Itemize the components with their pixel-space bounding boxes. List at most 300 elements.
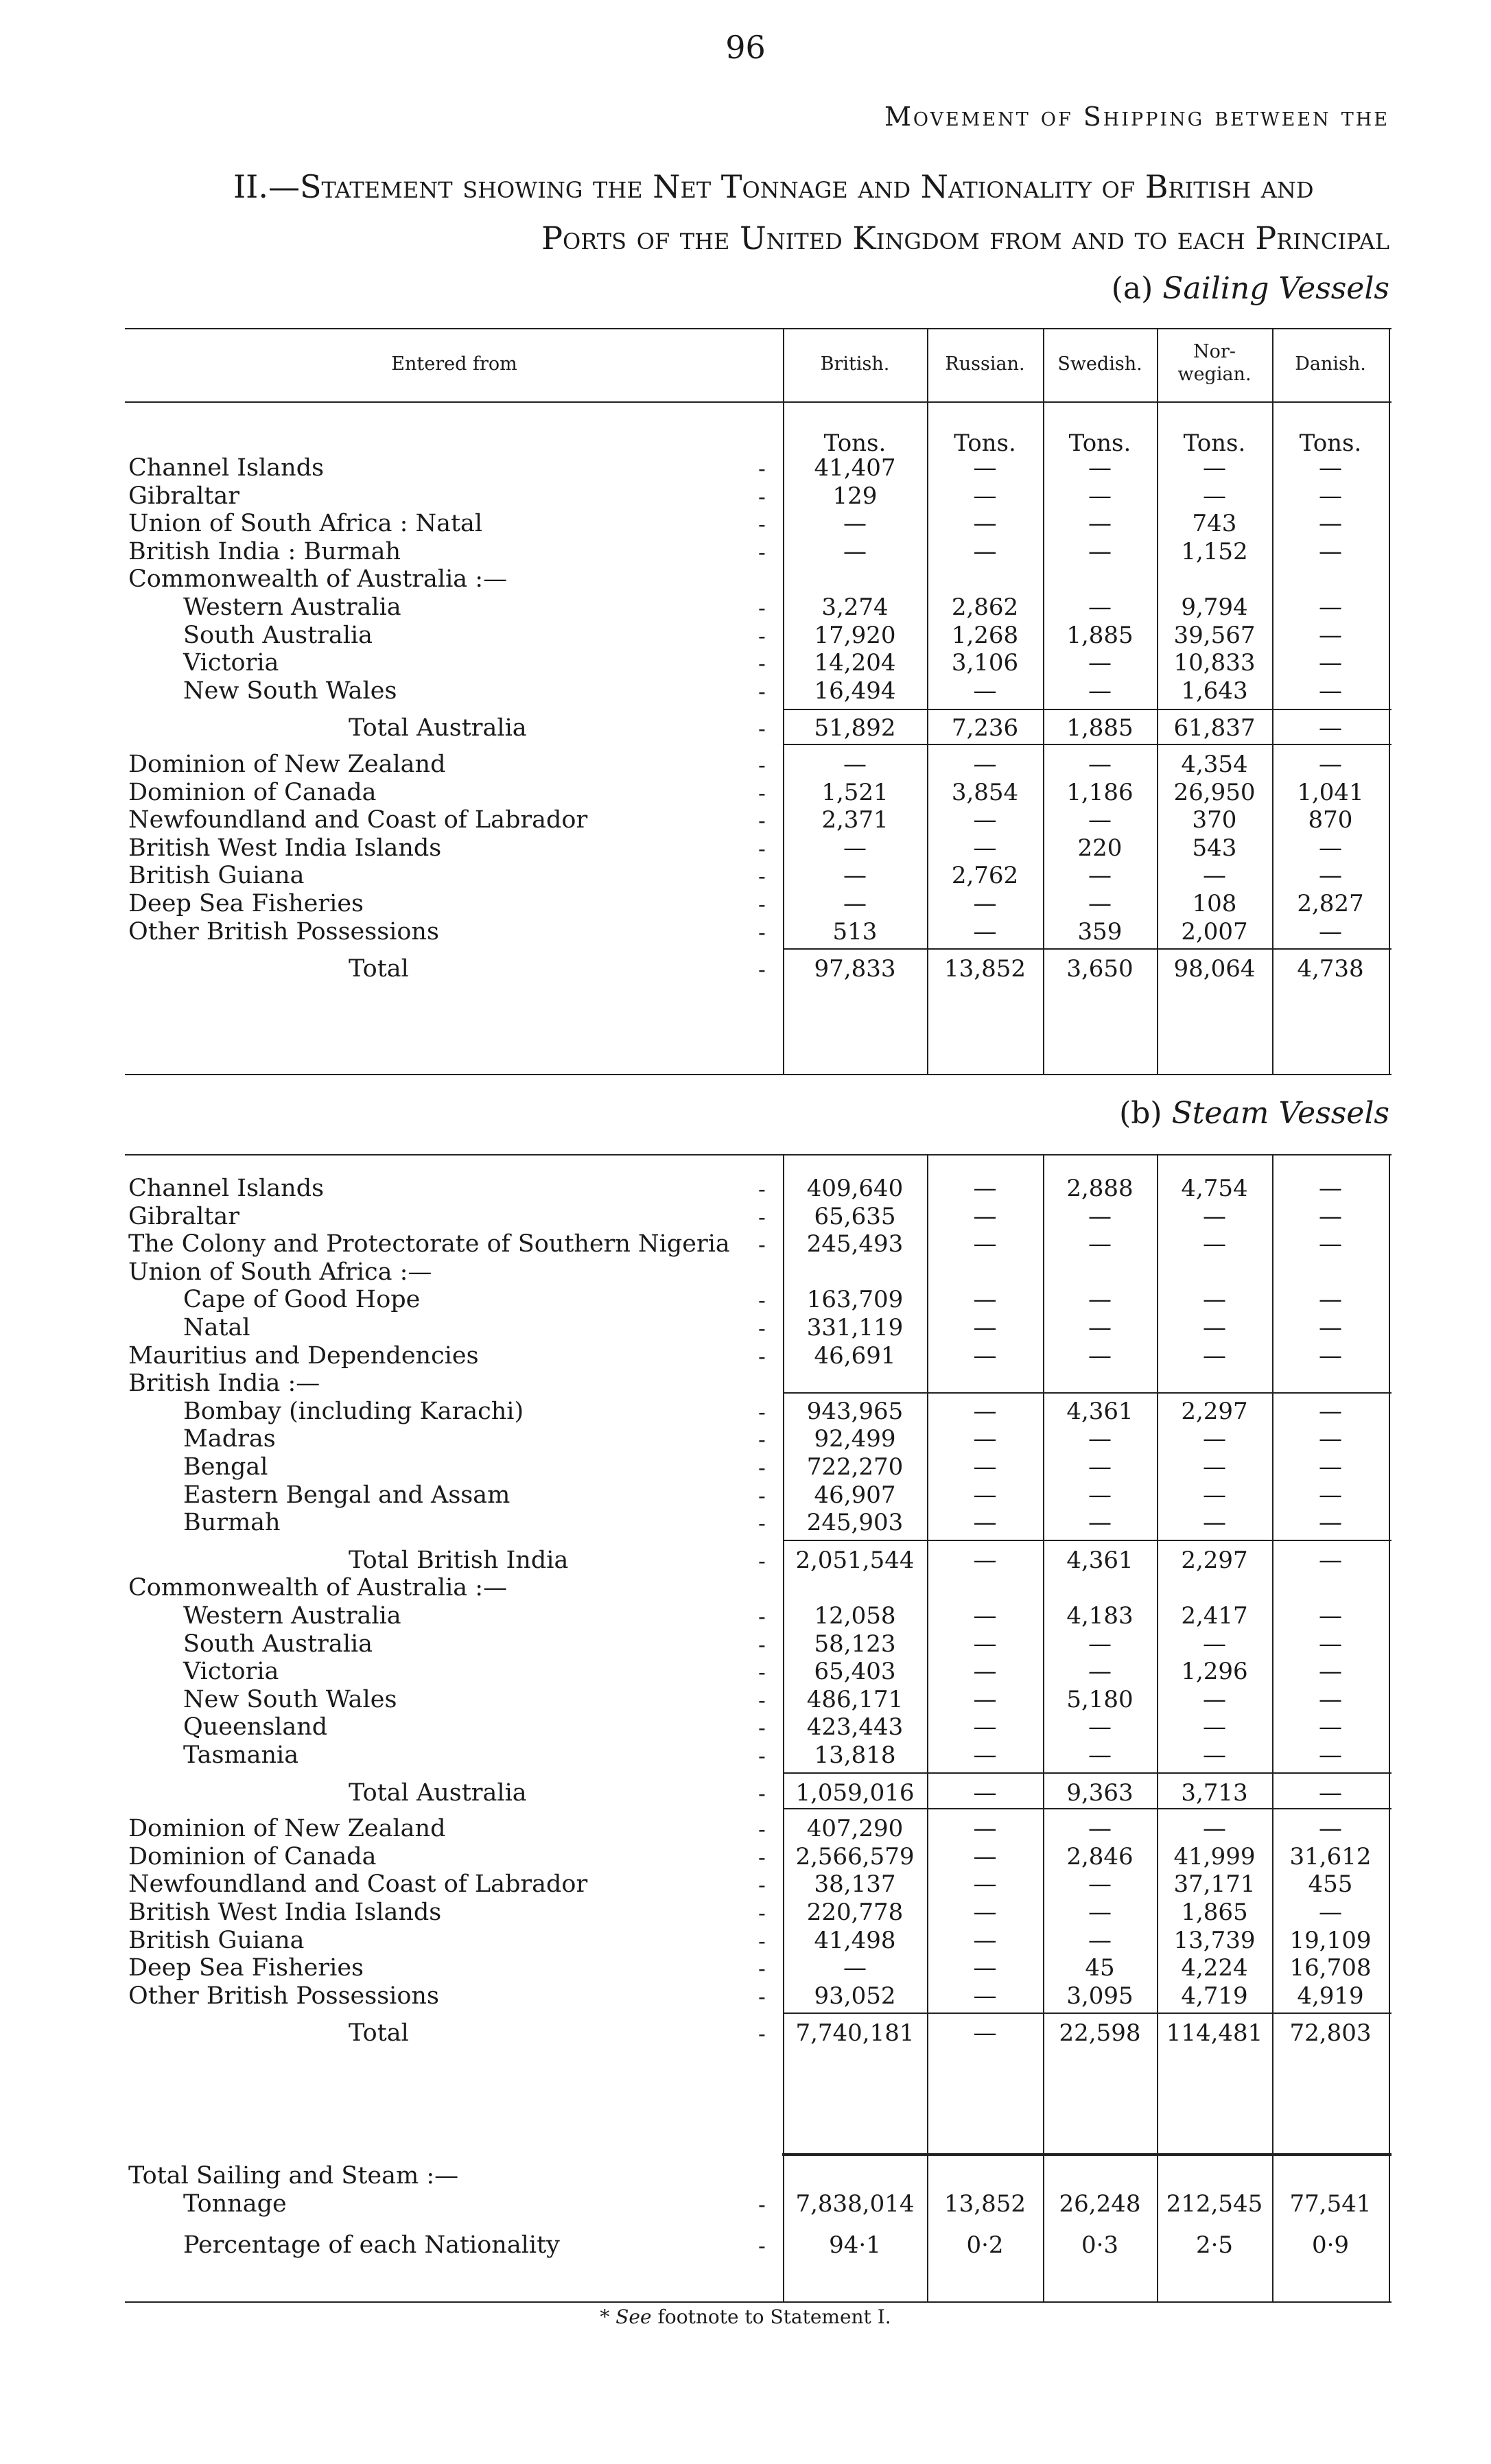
leader-dash: - — [758, 650, 766, 677]
leader-dash: - — [758, 1510, 766, 1537]
table-cell: 12,058 — [814, 1602, 896, 1630]
leader-dash: - — [758, 1204, 766, 1230]
table-cell: 4,354 — [1181, 751, 1248, 778]
table-cell: — — [973, 1899, 997, 1926]
table-cell: — — [973, 806, 997, 834]
table-cell: — — [1203, 1685, 1226, 1713]
table-cell: 31,612 — [1289, 1842, 1372, 1870]
row-label: Deep Sea Fisheries — [128, 890, 364, 917]
table-cell: — — [973, 1202, 997, 1230]
leader-dash: - — [758, 1956, 766, 1982]
row-label: Commonwealth of Australia :— — [128, 1574, 508, 1602]
table-cell: 5,180 — [1066, 1685, 1134, 1713]
table-cell: — — [973, 1926, 997, 1954]
row-label: Victoria — [183, 1658, 279, 1686]
table-cell: 4,919 — [1297, 1982, 1364, 2010]
subtotal-rule — [783, 744, 1392, 745]
table-cell: 37,171 — [1173, 1870, 1256, 1899]
section-b-title — [1119, 1096, 1389, 1131]
leader-dash: - — [758, 1315, 766, 1341]
table-cell: 1,296 — [1181, 1658, 1248, 1686]
row-label: Dominion of New Zealand — [128, 1815, 446, 1843]
column-rule — [783, 1154, 784, 2153]
table-cell: — — [843, 751, 867, 778]
column-rule — [1389, 2155, 1390, 2301]
column-rule — [1272, 2155, 1273, 2301]
table-cell: 212,545 — [1166, 2190, 1263, 2218]
table-cell: 7,236 — [951, 714, 1019, 742]
table-cell: — — [1088, 510, 1112, 538]
table-cell: 4,224 — [1181, 1954, 1248, 1982]
table-cell: — — [1203, 1509, 1226, 1537]
tons-unit: Tons. — [1183, 430, 1246, 457]
table-cell: 4,361 — [1066, 1546, 1134, 1574]
table-cell: — — [973, 1425, 997, 1453]
column-rule — [783, 401, 784, 1074]
leader-dash: - — [758, 511, 766, 538]
table-cell: — — [973, 537, 997, 565]
table-cell: 46,691 — [814, 1341, 896, 1370]
table-cell: 10,833 — [1173, 649, 1256, 677]
leader-dash: - — [758, 1232, 766, 1258]
rule-end-sailing — [125, 1074, 1392, 1075]
leader-dash: - — [758, 1176, 766, 1202]
table-cell: 370 — [1192, 806, 1237, 834]
table-cell: — — [973, 1779, 997, 1807]
table-cell: 3,854 — [951, 778, 1019, 806]
row-label: Tonnage — [183, 2190, 287, 2218]
table-cell: 2,051,544 — [795, 1546, 915, 1574]
row-label: Eastern Bengal and Assam — [183, 1481, 510, 1509]
table-cell: — — [1088, 594, 1112, 621]
table-cell: 9,794 — [1181, 594, 1248, 621]
section-a-marker: (a) — [1111, 271, 1153, 306]
table-cell: — — [1088, 890, 1112, 917]
tons-unit: Tons. — [1068, 430, 1131, 457]
table-cell: — — [1088, 537, 1112, 565]
leader-dash: - — [758, 1287, 766, 1314]
table-cell: — — [843, 834, 867, 862]
leader-dash: - — [758, 752, 766, 778]
row-label: South Australia — [183, 621, 373, 649]
table-cell: 0·2 — [966, 2231, 1004, 2260]
table-cell: — — [1088, 862, 1112, 890]
row-label: Other British Possessions — [128, 1982, 439, 2010]
rule-bottom — [125, 2301, 1392, 2303]
section-a-name: Sailing Vessels — [1162, 271, 1389, 306]
footnote-marker: * — [600, 2305, 610, 2328]
table-cell: 4,361 — [1066, 1397, 1134, 1425]
table-cell: 245,903 — [806, 1509, 904, 1537]
row-label: Cape of Good Hope — [183, 1286, 421, 1314]
table-cell: — — [1319, 1453, 1342, 1481]
table-cell: — — [1088, 454, 1112, 482]
heading-line-3: Ports of the United Kingdom from and to each Principal — [541, 220, 1389, 257]
table-cell: 1,865 — [1181, 1899, 1248, 1926]
row-label: Total British India — [349, 1546, 569, 1574]
row-label: Total — [349, 955, 409, 983]
col-rule-6 — [1389, 328, 1390, 401]
table-cell: 45 — [1085, 1954, 1115, 1982]
table-cell: — — [1203, 1713, 1226, 1741]
leader-dash: - — [758, 808, 766, 834]
table-cell: — — [1319, 482, 1342, 510]
leader-dash: - — [758, 716, 766, 742]
table-cell: — — [1203, 482, 1226, 510]
table-cell: — — [1088, 1341, 1112, 1370]
table-cell: 97,833 — [814, 955, 896, 983]
column-rule — [1043, 2155, 1044, 2301]
table-cell: — — [843, 862, 867, 890]
table-cell: 3,713 — [1181, 1779, 1248, 1807]
leader-dash: - — [758, 1715, 766, 1741]
table-cell: — — [1088, 1926, 1112, 1954]
col-head-russian: Russian. — [945, 353, 1025, 375]
table-cell: — — [1319, 1397, 1342, 1425]
table-cell: 4,719 — [1181, 1982, 1248, 2010]
rule-top — [125, 328, 1392, 329]
table-cell: — — [1088, 1509, 1112, 1537]
table-cell: 870 — [1308, 806, 1353, 834]
row-label: The Colony and Protectorate of Southern Nigeria — [128, 1230, 730, 1258]
table-cell: — — [1319, 1202, 1342, 1230]
table-cell: 423,443 — [806, 1713, 904, 1741]
table-cell: 19,109 — [1289, 1926, 1372, 1954]
table-cell: — — [843, 890, 867, 917]
table-cell: — — [1088, 1658, 1112, 1686]
table-cell: — — [1088, 1630, 1112, 1658]
section-a-title — [1112, 271, 1389, 306]
table-cell: — — [1319, 1286, 1342, 1314]
table-cell: — — [1319, 1230, 1342, 1258]
table-cell: — — [1203, 1341, 1226, 1370]
footnote — [0, 2305, 1491, 2328]
section-b-marker: (b) — [1119, 1096, 1162, 1131]
row-label: Commonwealth of Australia :— — [128, 565, 508, 594]
leader-dash: - — [758, 539, 766, 565]
table-cell: 455 — [1308, 1870, 1353, 1899]
table-cell: — — [973, 1815, 997, 1843]
table-cell: — — [973, 1286, 997, 1314]
table-cell: — — [973, 1658, 997, 1686]
table-cell: 1,041 — [1297, 778, 1364, 806]
table-cell: — — [1319, 1546, 1342, 1574]
row-label: British Guiana — [128, 862, 305, 890]
table-cell: — — [1203, 1481, 1226, 1509]
table-cell: — — [1319, 1899, 1342, 1926]
table-cell: — — [1319, 1779, 1342, 1807]
table-cell: — — [843, 537, 867, 565]
footnote-see: See — [615, 2305, 652, 2328]
table-cell: 1,885 — [1066, 714, 1134, 742]
table-cell: — — [973, 510, 997, 538]
table-cell: 77,541 — [1289, 2190, 1372, 2218]
leader-dash: - — [758, 1687, 766, 1713]
table-cell: — — [973, 1453, 997, 1481]
table-cell: — — [1319, 714, 1342, 742]
table-cell: — — [1088, 1230, 1112, 1258]
leader-dash: - — [758, 1743, 766, 1769]
table-cell: — — [1088, 1713, 1112, 1741]
table-cell: — — [1088, 649, 1112, 677]
table-cell: 129 — [832, 482, 878, 510]
row-label: Other British Possessions — [128, 917, 439, 946]
table-cell: — — [973, 1230, 997, 1258]
table-cell: 13,818 — [814, 1741, 896, 1769]
table-cell: 486,171 — [806, 1685, 904, 1713]
row-label: Madras — [183, 1425, 276, 1453]
leader-dash: - — [758, 1872, 766, 1899]
table-cell: — — [843, 510, 867, 538]
table-cell: 2,566,579 — [795, 1842, 915, 1870]
col-head-danish: Danish. — [1295, 353, 1366, 375]
tons-unit: Tons. — [1299, 430, 1362, 457]
table-cell: 65,403 — [814, 1658, 896, 1686]
table-cell: — — [1088, 1453, 1112, 1481]
section-b-name: Steam Vessels — [1171, 1096, 1389, 1131]
table-cell: 359 — [1077, 917, 1123, 946]
table-cell: — — [1088, 806, 1112, 834]
table-cell: — — [1319, 510, 1342, 538]
table-cell: — — [1319, 1630, 1342, 1658]
table-cell: — — [1203, 454, 1226, 482]
table-cell: 14,204 — [814, 649, 896, 677]
rule-grand-total — [782, 2153, 1392, 2156]
row-label: Natal — [183, 1314, 250, 1341]
row-label: Union of South Africa : Natal — [128, 510, 483, 538]
leader-dash: - — [758, 1780, 766, 1807]
table-cell: — — [1203, 1815, 1226, 1843]
col-head-swedish: Swedish. — [1057, 353, 1142, 375]
leader-dash: - — [758, 2191, 766, 2218]
row-label: Channel Islands — [128, 1175, 325, 1202]
table-cell: — — [973, 1509, 997, 1537]
subtotal-rule — [783, 1540, 1392, 1541]
table-cell: — — [1319, 1341, 1342, 1370]
subtotal-rule — [783, 2013, 1392, 2014]
table-cell: 16,494 — [814, 677, 896, 705]
col-head-entered-from: Entered from — [391, 353, 517, 375]
table-cell: 1,885 — [1066, 621, 1134, 649]
table-cell: 2,371 — [821, 806, 889, 834]
table-cell: 245,493 — [806, 1230, 904, 1258]
table-cell: — — [973, 1481, 997, 1509]
table-cell: — — [1319, 1509, 1342, 1537]
table-cell: — — [1319, 1815, 1342, 1843]
table-cell: — — [1203, 1202, 1226, 1230]
tons-unit: Tons. — [954, 430, 1016, 457]
column-rule — [1157, 401, 1158, 1074]
table-cell: 2,862 — [951, 594, 1019, 621]
table-cell: 409,640 — [806, 1175, 904, 1202]
table-cell: — — [1088, 751, 1112, 778]
table-cell: 3,106 — [951, 649, 1019, 677]
table-cell: 65,635 — [814, 1202, 896, 1230]
table-cell: 9,363 — [1066, 1779, 1134, 1807]
column-rule — [1157, 2155, 1158, 2301]
table-cell: 743 — [1192, 510, 1237, 538]
row-label: Gibraltar — [128, 1202, 240, 1230]
table-cell: — — [973, 1341, 997, 1370]
table-cell: — — [1088, 1202, 1112, 1230]
table-cell: — — [1319, 677, 1342, 705]
table-cell: 22,598 — [1059, 2019, 1141, 2048]
column-rule — [1389, 401, 1390, 1074]
table-cell: — — [973, 1982, 997, 2010]
leader-dash: - — [758, 919, 766, 946]
leader-dash: - — [758, 1927, 766, 1954]
leader-dash: - — [758, 1547, 766, 1574]
row-label: Tasmania — [183, 1741, 299, 1769]
table-cell: — — [973, 751, 997, 778]
table-cell: — — [1319, 862, 1342, 890]
leader-dash: - — [758, 1455, 766, 1481]
leader-dash: - — [758, 678, 766, 705]
table-cell: 220 — [1077, 834, 1123, 862]
table-cell: — — [1203, 862, 1226, 890]
table-cell: — — [1319, 1713, 1342, 1741]
table-cell: — — [1203, 1630, 1226, 1658]
leader-dash: - — [758, 779, 766, 806]
table-cell: — — [1319, 454, 1342, 482]
row-label: Gibraltar — [128, 482, 240, 510]
leader-dash: - — [758, 2021, 766, 2048]
table-cell: 1,186 — [1066, 778, 1134, 806]
row-label: Total — [349, 2019, 409, 2048]
table-cell: — — [843, 1954, 867, 1982]
row-label: New South Wales — [183, 677, 397, 705]
column-rule — [1043, 1154, 1044, 2153]
leader-dash: - — [758, 483, 766, 510]
table-cell: 92,499 — [814, 1425, 896, 1453]
table-cell: — — [973, 1630, 997, 1658]
row-label: British West India Islands — [128, 834, 442, 862]
table-cell: — — [1319, 1175, 1342, 1202]
leader-dash: - — [758, 1482, 766, 1509]
table-cell: 1,268 — [951, 621, 1019, 649]
table-cell: — — [1319, 1314, 1342, 1341]
table-cell: — — [1088, 1425, 1112, 1453]
table-cell: 41,999 — [1173, 1842, 1256, 1870]
row-label: Bombay (including Karachi) — [183, 1397, 524, 1425]
table-cell: 2,007 — [1181, 917, 1248, 946]
heading-line-1: Movement of Shipping between the — [884, 102, 1389, 132]
table-cell: 13,739 — [1173, 1926, 1256, 1954]
table-cell: 2,827 — [1297, 890, 1364, 917]
table-cell: 72,803 — [1289, 2019, 1372, 2048]
column-rule — [927, 2155, 928, 2301]
table-cell: 3,095 — [1066, 1982, 1134, 2010]
subtotal-rule — [783, 1772, 1392, 1774]
table-cell: — — [1319, 1425, 1342, 1453]
page-number: 96 — [725, 29, 766, 66]
col-head-norwegian-2: wegian. — [1177, 364, 1252, 385]
table-cell: 2,297 — [1181, 1546, 1248, 1574]
table-cell: 1,643 — [1181, 677, 1248, 705]
leader-dash: - — [758, 1631, 766, 1658]
table-cell: — — [1319, 834, 1342, 862]
table-cell: — — [973, 1842, 997, 1870]
leader-dash: - — [758, 1659, 766, 1686]
table-cell: — — [1319, 1685, 1342, 1713]
rule-start-steam — [125, 1154, 1392, 1155]
table-cell: — — [1203, 1230, 1226, 1258]
table-cell: 1,059,016 — [795, 1779, 915, 1807]
leader-dash: - — [758, 1900, 766, 1926]
row-label: Total Australia — [349, 714, 527, 742]
table-cell: — — [1088, 1899, 1112, 1926]
leader-dash: - — [758, 1816, 766, 1843]
table-cell: — — [973, 1870, 997, 1899]
leader-dash: - — [758, 1604, 766, 1630]
row-label: Total Sailing and Steam :— — [128, 2162, 459, 2190]
leader-dash: - — [758, 2233, 766, 2260]
table-cell: — — [1203, 1741, 1226, 1769]
footnote-text: footnote to Statement I. — [657, 2305, 891, 2328]
table-cell: 2,417 — [1181, 1602, 1248, 1630]
table-cell: 163,709 — [806, 1286, 904, 1314]
leader-dash: - — [758, 835, 766, 862]
leader-dash: - — [758, 1427, 766, 1453]
table-cell: — — [973, 1713, 997, 1741]
table-cell: — — [973, 917, 997, 946]
table-cell: 7,740,181 — [795, 2019, 915, 2048]
column-rule — [927, 1154, 928, 2153]
column-rule — [1157, 1154, 1158, 2153]
table-cell: 41,407 — [814, 454, 896, 482]
table-cell: — — [1203, 1314, 1226, 1341]
table-cell: 943,965 — [806, 1397, 904, 1425]
table-cell: 220,778 — [806, 1899, 904, 1926]
table-cell: — — [973, 1954, 997, 1982]
row-label: Newfoundland and Coast of Labrador — [128, 1870, 588, 1899]
table-cell: — — [973, 2019, 997, 2048]
table-cell: — — [973, 1175, 997, 1202]
table-cell: — — [1088, 482, 1112, 510]
table-cell: — — [1319, 1602, 1342, 1630]
table-cell: — — [973, 890, 997, 917]
leader-dash: - — [758, 456, 766, 482]
leader-dash: - — [758, 1398, 766, 1425]
row-label: Union of South Africa :— — [128, 1258, 432, 1286]
subtotal-rule — [783, 1808, 1392, 1809]
table-cell: — — [973, 1397, 997, 1425]
table-cell: — — [973, 677, 997, 705]
row-label: Western Australia — [183, 1602, 401, 1630]
table-cell: — — [973, 482, 997, 510]
table-cell: — — [973, 454, 997, 482]
table-cell: — — [1203, 1286, 1226, 1314]
row-label: British India : Burmah — [128, 537, 401, 565]
table-cell: 0·3 — [1081, 2231, 1119, 2260]
table-cell: 1,152 — [1181, 537, 1248, 565]
table-cell: 331,119 — [806, 1314, 904, 1341]
leader-dash: - — [758, 1844, 766, 1870]
row-label: Percentage of each Nationality — [183, 2231, 560, 2260]
leader-dash: - — [758, 622, 766, 649]
leader-dash: - — [758, 1343, 766, 1370]
table-cell: — — [1319, 1658, 1342, 1686]
subtotal-rule — [783, 1392, 1392, 1394]
table-cell: — — [973, 1546, 997, 1574]
table-cell: — — [1088, 1815, 1112, 1843]
leader-dash: - — [758, 1983, 766, 2010]
table-cell: 17,920 — [814, 621, 896, 649]
row-label: Burmah — [183, 1509, 281, 1537]
table-cell: 58,123 — [814, 1630, 896, 1658]
table-cell: 61,837 — [1173, 714, 1256, 742]
column-rule — [783, 2155, 784, 2301]
